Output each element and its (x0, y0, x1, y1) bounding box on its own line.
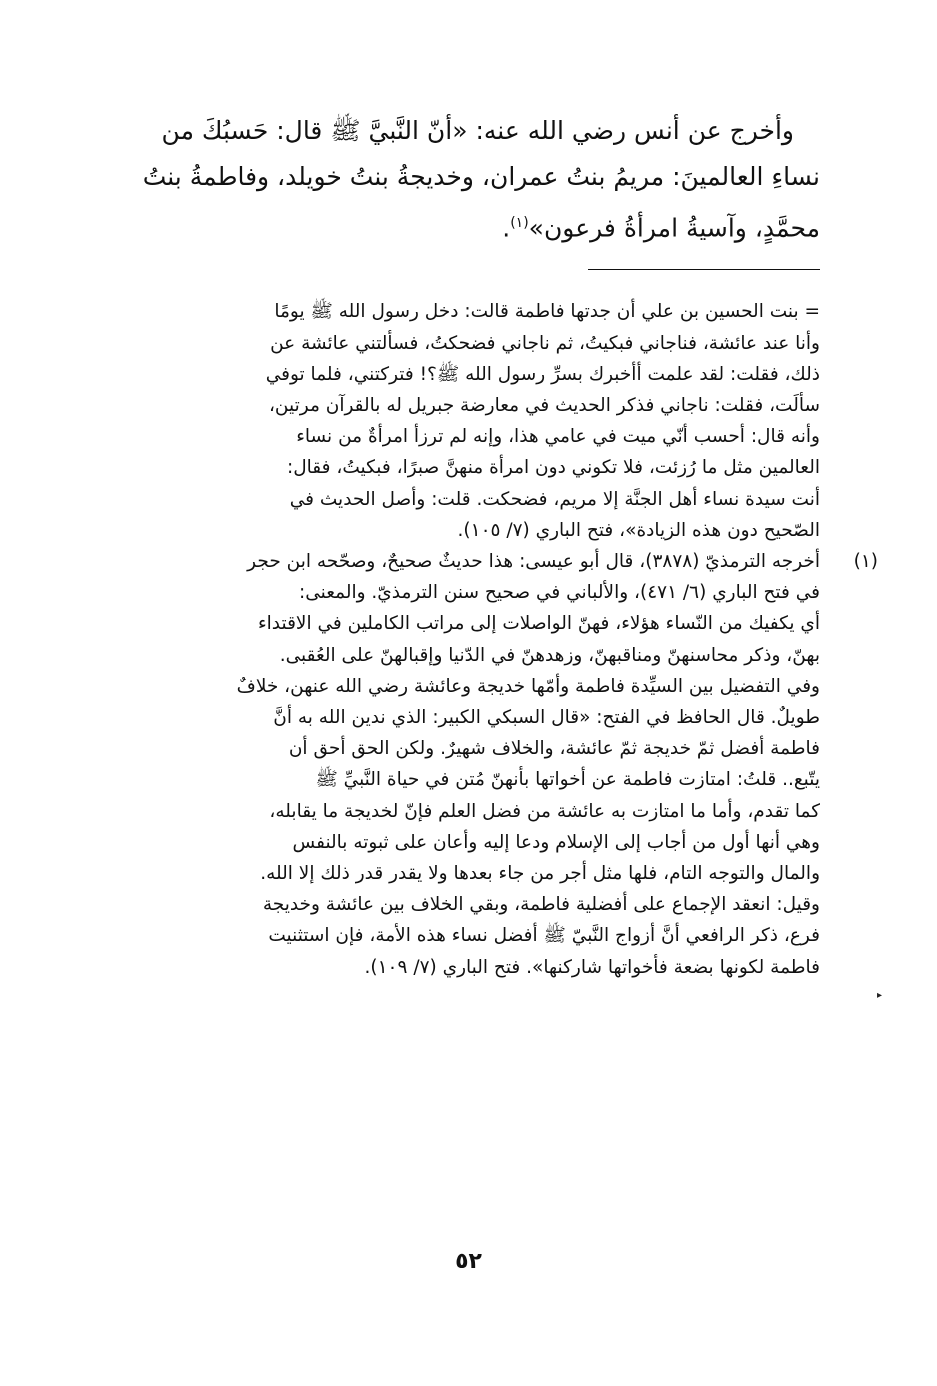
footnote-line: أنت سيدة نساء أهل الجنَّة إلا مريم، فضحكت. قلت: وأصل الحديث في (289, 488, 820, 510)
main-line-2: نساءِ العالمينَ: مريمُ بنتُ عمران، وخديجةُ بنتُ خويلد، وفاطمةُ بنتُ (142, 162, 820, 191)
page-number: ٥٢ (455, 1249, 482, 1274)
footnote-line: سألَت، فقلت: ناجاني فذكر الحديث في معارضة جبريل له بالقرآن مرتين، (268, 394, 820, 416)
footnote-line: وفي التفضيل بين السيِّدة فاطمة وأمّها خديجة وعائشة رضي الله عنهن، خلافٌ (236, 675, 820, 697)
footnote-line: الصّحيح دون هذه الزيادة»، فتح الباري (٧/ ١٠٥). (457, 519, 820, 541)
footnote-line: أي يكفيك من النّساء هؤلاء، فهنّ الواصلات إلى مراتب الكاملين في الاقتداء (257, 613, 820, 635)
footnote-line: بهنّ، وذكر محاسنهنّ ومناقبهنّ، وزهدهنّ في الدّنيا وإقبالهنّ على العُقبى. (279, 644, 820, 666)
footnote-reference: (١) (510, 215, 529, 231)
main-line-1: وأخرج عن أنس رضي الله عنه: «أنّ النَّبيَّ ﷺ قال: حَسبُكَ من (161, 116, 794, 145)
footnote-1-discussion (90, 671, 820, 983)
footnote-line: والمال والتوجه التام، فلها مثل أجر من جاء بعدها ولا يقدر قدر ذلك إلا الله. (260, 862, 820, 884)
footnote-line: فاطمة لكونها بضعة فأخواتها شاركنها». فتح الباري (٧/ ١٠٩). (364, 956, 820, 978)
footnote-line: فاطمة أفضل ثمّ خديجة ثمّ عائشة، والخلاف شهيرٌ. ولكن الحق أحق أن (288, 738, 820, 760)
footnote-line: = بنت الحسين بن علي أن جدتها فاطمة قالت: دخل رسول الله ﷺ يومًا (274, 301, 820, 323)
footnote-line: ذلك، فقلت: لقد علمت أأخبرك بسرِّ رسول الله ﷺ؟! فتركتني، فلما توفي (265, 363, 820, 385)
footnote-line: العالمين مثل ما رُزئت، فلا تكوني دون امرأة منهنَّ صبرًا، فبكيتُ، فقال: (286, 457, 820, 479)
footnote-line: وأنه قال: أحسب أنّي ميت في عامي هذا، وإنه لم ترزأ امرأةٌ من نساء (296, 426, 820, 448)
footnote-1-marker: (١) (853, 550, 878, 572)
footnote-continuation (90, 296, 820, 546)
footnote-separator (588, 269, 820, 270)
footnote-line: وهي أنها أول من أجاب إلى الإسلام ودعا إليه وأعان على ثبوته بالنفس (292, 831, 820, 853)
footnote-line: كما تقدم، وأما ما امتازت به عائشة من فضل العلم فإنّ لخديجة ما يقابله، (269, 800, 820, 822)
footnote-line: في فتح الباري (٦/ ٤٧١)، والألباني في صحيح سنن الترمذيّ. والمعنى: (298, 582, 820, 604)
footnote-1 (90, 546, 878, 671)
margin-dot-icon: ▸ (876, 990, 882, 1001)
footnote-line: وقيل: انعقد الإجماع على أفضلية فاطمة، وبقي الخلاف بين عائشة وخديجة (262, 894, 820, 916)
main-line-3-text: محمَّدٍ، وآسيةُ امرأةُ فرعون» (528, 213, 820, 243)
footnote-line: طويلٌ. قال الحافظ في الفتح: «قال السبكي الكبير: الذي ندين الله به أنَّ (273, 706, 820, 728)
main-line-3 (90, 200, 820, 251)
footnote-line: وأنا عند عائشة، فناجاني فبكيتُ، ثم ناجاني فضحكتُ، فسألتني عائشة عن (270, 332, 820, 354)
footnote-line: أخرجه الترمذيّ (٣٨٧٨)، قال أبو عيسى: هذا حديثٌ صحيحٌ، وصحّحه ابن حجر (247, 550, 820, 572)
footnote-line: يتّبع.. قلتُ: امتازت فاطمة عن أخواتها بأنهنّ مُتن في حياة النَّبيِّ ﷺ (315, 769, 820, 791)
page-body (90, 108, 878, 983)
main-paragraph (90, 108, 820, 251)
footnotes-section (90, 296, 878, 982)
footnote-line: فرع، ذكر الرافعي أنَّ أزواج النَّبيّ ﷺ أفضل نساء هذه الأمة، فإن استثنيت (268, 925, 820, 947)
main-line-3-end: . (502, 213, 511, 243)
